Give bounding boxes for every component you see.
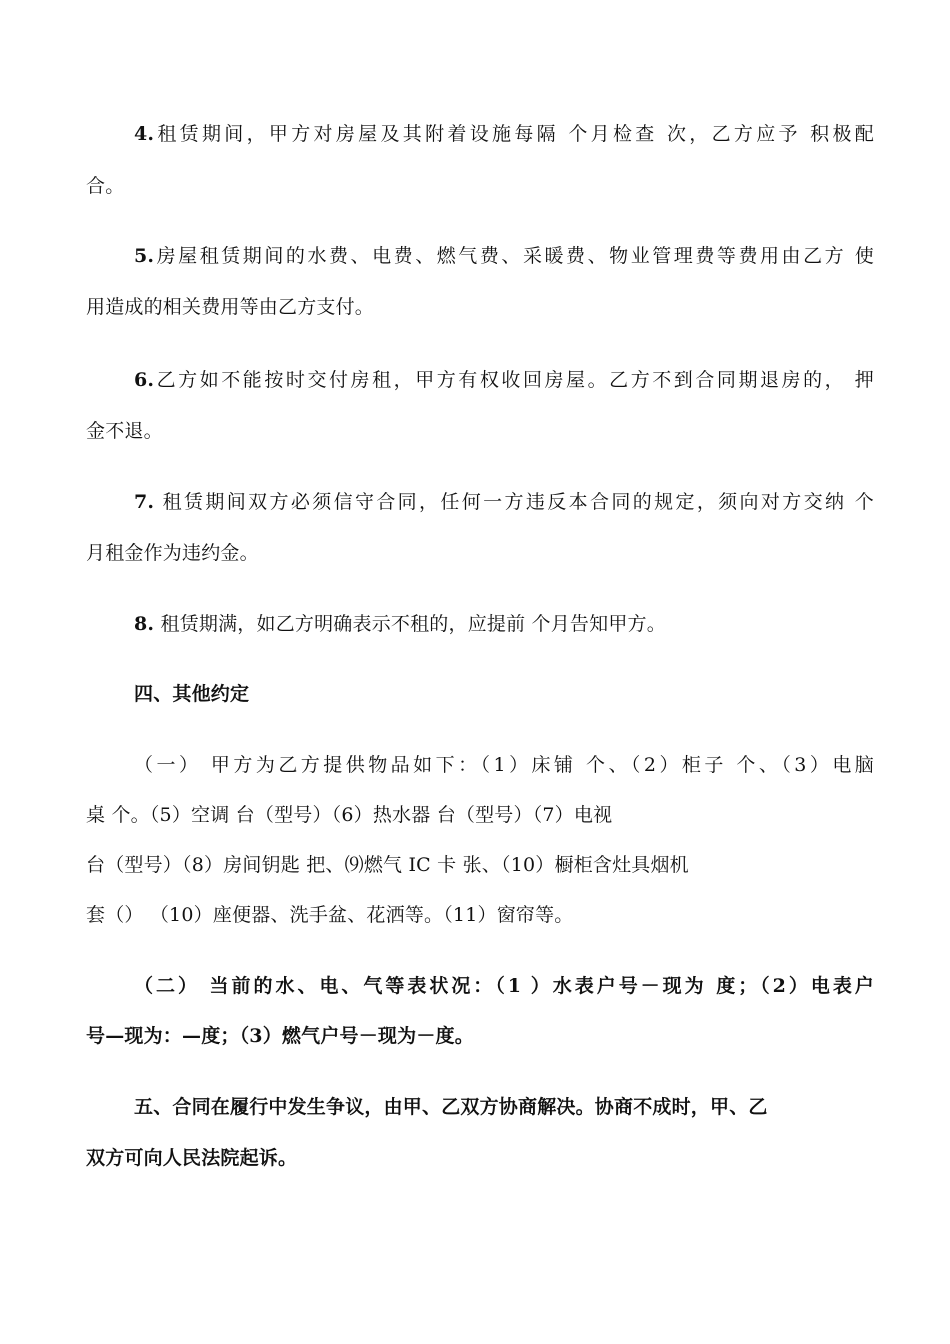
clause-5-text: 房屋租赁期间的水费、电费、燃气费、采暖费、物业管理费等费用由乙方 使 <box>154 245 874 267</box>
clause-7-line-1 <box>134 490 874 514</box>
clause-7-line-2: 月租金作为违约金。 <box>86 542 259 564</box>
section-4-sub1-line-1: （一） 甲方为乙方提供物品如下：（1）床铺 个、（2）柜子 个、（3）电脑 <box>134 754 874 776</box>
clause-4-number: 4. <box>134 123 155 145</box>
clause-8-text: 租赁期满，如乙方明确表示不租的，应提前 个月告知甲方。 <box>154 613 666 635</box>
section-5-line-1: 五、合同在履行中发生争议，由甲、乙双方协商解决。协商不成时，甲、乙 <box>134 1096 768 1118</box>
clause-6-number: 6. <box>134 369 155 391</box>
clause-4-line-2: 合。 <box>86 175 125 197</box>
section-4-sub1-line-3: 台（型号）（8）房间钥匙 把、⑼燃气 IC 卡 张、（10）橱柜含灶具烟机 <box>86 854 689 876</box>
clause-4-line-1 <box>134 122 874 146</box>
section-4-heading: 四、其他约定 <box>134 683 250 705</box>
section-4-sub1-line-2: 桌 个。（5）空调 台（型号）（6）热水器 台（型号）（7）电视 <box>86 804 613 826</box>
clause-6-line-1 <box>134 368 874 392</box>
section-4-sub1-line-4: 套（） （10）座便器、洗手盆、花洒等。（11）窗帘等。 <box>86 904 574 926</box>
clause-5-number: 5. <box>134 245 155 267</box>
section-4-sub2-line-1: （二） 当前的水、电、气等表状况：（1 ）水表户号－现为 度；（2）电表户 <box>134 975 874 997</box>
section-5-line-2: 双方可向人民法院起诉。 <box>86 1147 298 1169</box>
clause-6-line-2: 金不退。 <box>86 420 163 442</box>
clause-5-line-2: 用造成的相关费用等由乙方支付。 <box>86 296 375 318</box>
section-4-sub2-line-2: 号—现为：—度；（3）燃气户号－现为－度。 <box>86 1025 474 1047</box>
clause-5-line-1 <box>134 244 874 268</box>
clause-7-text: 租赁期间双方必须信守合同，任何一方违反本合同的规定，须向对方交纳 个 <box>154 491 874 513</box>
clause-7-number: 7. <box>134 491 155 513</box>
clause-4-text: 租赁期间，甲方对房屋及其附着设施每隔 个月检查 次，乙方应予 积极配 <box>154 123 874 145</box>
clause-6-text: 乙方如不能按时交付房租，甲方有权收回房屋。乙方不到合同期退房的， 押 <box>154 369 874 391</box>
clause-8-number: 8. <box>134 613 155 635</box>
clause-8-line-1 <box>134 612 874 636</box>
